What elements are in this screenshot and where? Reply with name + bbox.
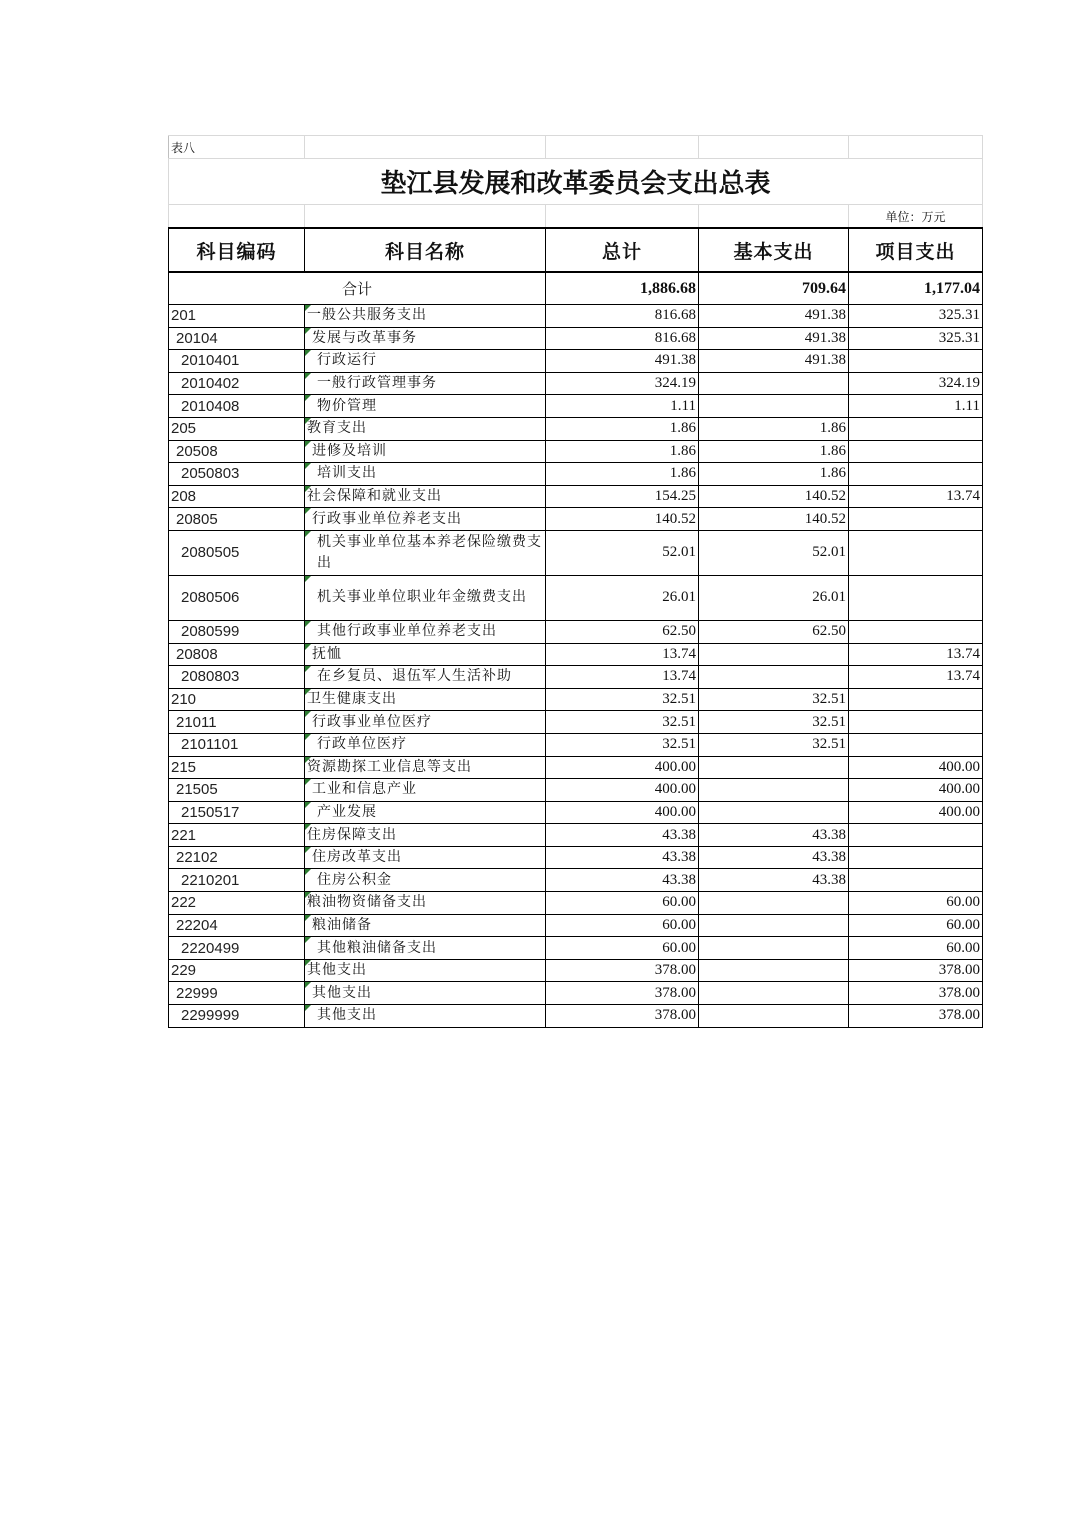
unit-label: 单位：万元 xyxy=(849,205,983,229)
row-code: 2080505 xyxy=(169,530,305,575)
row-basic: 1.86 xyxy=(699,417,849,440)
row-basic: 32.51 xyxy=(699,688,849,711)
row-project: 378.00 xyxy=(849,959,983,982)
row-code: 215 xyxy=(169,756,305,779)
row-total: 816.68 xyxy=(546,305,699,328)
row-basic: 491.38 xyxy=(699,305,849,328)
table-row xyxy=(169,327,983,350)
table-row xyxy=(169,440,983,463)
row-code: 22102 xyxy=(169,846,305,869)
row-total: 52.01 xyxy=(546,530,699,575)
row-project: 13.74 xyxy=(849,643,983,666)
table-row xyxy=(169,417,983,440)
header-project: 项目支出 xyxy=(849,228,983,272)
row-name: 粮油物资储备支出 xyxy=(305,892,546,915)
row-code: 208 xyxy=(169,485,305,508)
row-basic: 43.38 xyxy=(699,846,849,869)
row-project: 378.00 xyxy=(849,982,983,1005)
row-code: 20104 xyxy=(169,327,305,350)
row-total: 154.25 xyxy=(546,485,699,508)
row-basic: 491.38 xyxy=(699,350,849,373)
header-row xyxy=(169,228,983,272)
row-project xyxy=(849,824,983,847)
row-total: 13.74 xyxy=(546,643,699,666)
row-total: 32.51 xyxy=(546,711,699,734)
row-name: 住房改革支出 xyxy=(305,846,546,869)
row-total: 1.86 xyxy=(546,463,699,486)
row-code: 2210201 xyxy=(169,869,305,892)
row-name: 在乡复员、退伍军人生活补助 xyxy=(305,666,546,689)
row-total: 43.38 xyxy=(546,846,699,869)
table-row xyxy=(169,395,983,418)
row-code: 2010408 xyxy=(169,395,305,418)
row-name: 其他支出 xyxy=(305,959,546,982)
table-row xyxy=(169,508,983,531)
row-code: 2101101 xyxy=(169,733,305,756)
row-basic xyxy=(699,982,849,1005)
row-project: 60.00 xyxy=(849,892,983,915)
total-row xyxy=(169,272,983,305)
row-project xyxy=(849,508,983,531)
row-basic xyxy=(699,666,849,689)
row-project xyxy=(849,417,983,440)
row-project xyxy=(849,463,983,486)
row-code: 222 xyxy=(169,892,305,915)
row-project xyxy=(849,440,983,463)
row-project xyxy=(849,688,983,711)
row-project: 60.00 xyxy=(849,914,983,937)
row-total: 1.86 xyxy=(546,417,699,440)
table-row xyxy=(169,937,983,960)
row-basic xyxy=(699,643,849,666)
table-row xyxy=(169,666,983,689)
row-code: 2150517 xyxy=(169,801,305,824)
row-project: 13.74 xyxy=(849,485,983,508)
row-code: 2010402 xyxy=(169,372,305,395)
row-project: 400.00 xyxy=(849,801,983,824)
row-project xyxy=(849,846,983,869)
table-row xyxy=(169,305,983,328)
row-name: 其他行政事业单位养老支出 xyxy=(305,620,546,643)
row-name: 行政事业单位养老支出 xyxy=(305,508,546,531)
row-total: 32.51 xyxy=(546,688,699,711)
row-name: 抚恤 xyxy=(305,643,546,666)
row-basic: 32.51 xyxy=(699,711,849,734)
row-code: 2010401 xyxy=(169,350,305,373)
row-code: 21011 xyxy=(169,711,305,734)
row-basic: 32.51 xyxy=(699,733,849,756)
table-row xyxy=(169,846,983,869)
row-name: 进修及培训 xyxy=(305,440,546,463)
table-row xyxy=(169,350,983,373)
row-total: 324.19 xyxy=(546,372,699,395)
row-code: 2080506 xyxy=(169,575,305,620)
row-code: 205 xyxy=(169,417,305,440)
table-row xyxy=(169,463,983,486)
row-name: 一般公共服务支出 xyxy=(305,305,546,328)
row-project xyxy=(849,350,983,373)
row-basic: 1.86 xyxy=(699,463,849,486)
title-row xyxy=(169,159,983,205)
table-row xyxy=(169,688,983,711)
row-project: 60.00 xyxy=(849,937,983,960)
row-total: 43.38 xyxy=(546,869,699,892)
table-row xyxy=(169,643,983,666)
table-row xyxy=(169,982,983,1005)
row-total: 378.00 xyxy=(546,982,699,1005)
row-name: 住房保障支出 xyxy=(305,824,546,847)
row-total: 62.50 xyxy=(546,620,699,643)
row-code: 201 xyxy=(169,305,305,328)
row-code: 22204 xyxy=(169,914,305,937)
table-row xyxy=(169,485,983,508)
row-name: 物价管理 xyxy=(305,395,546,418)
row-project xyxy=(849,711,983,734)
row-total: 32.51 xyxy=(546,733,699,756)
row-basic: 491.38 xyxy=(699,327,849,350)
row-total: 1.86 xyxy=(546,440,699,463)
total-label: 合计 xyxy=(169,272,546,305)
row-code: 20508 xyxy=(169,440,305,463)
row-name: 教育支出 xyxy=(305,417,546,440)
row-basic xyxy=(699,892,849,915)
row-name: 产业发展 xyxy=(305,801,546,824)
table-number-row xyxy=(169,136,983,159)
row-basic: 43.38 xyxy=(699,824,849,847)
row-basic xyxy=(699,372,849,395)
row-name: 行政单位医疗 xyxy=(305,733,546,756)
row-project: 13.74 xyxy=(849,666,983,689)
row-project xyxy=(849,575,983,620)
row-name: 机关事业单位基本养老保险缴费支出 xyxy=(305,530,546,575)
table-row xyxy=(169,801,983,824)
row-total: 1.11 xyxy=(546,395,699,418)
row-basic: 52.01 xyxy=(699,530,849,575)
table-row xyxy=(169,1005,983,1028)
row-basic: 26.01 xyxy=(699,575,849,620)
row-code: 2299999 xyxy=(169,1005,305,1028)
row-name: 其他支出 xyxy=(305,1005,546,1028)
row-project: 325.31 xyxy=(849,305,983,328)
row-name: 粮油储备 xyxy=(305,914,546,937)
row-name: 一般行政管理事务 xyxy=(305,372,546,395)
row-total: 13.74 xyxy=(546,666,699,689)
row-basic xyxy=(699,779,849,802)
table-row xyxy=(169,824,983,847)
row-project: 400.00 xyxy=(849,779,983,802)
row-name: 社会保障和就业支出 xyxy=(305,485,546,508)
row-total: 26.01 xyxy=(546,575,699,620)
row-basic: 43.38 xyxy=(699,869,849,892)
row-code: 2080599 xyxy=(169,620,305,643)
row-name: 其他粮油储备支出 xyxy=(305,937,546,960)
table-row xyxy=(169,530,983,575)
row-code: 20808 xyxy=(169,643,305,666)
table-row xyxy=(169,711,983,734)
row-total: 378.00 xyxy=(546,1005,699,1028)
row-code: 221 xyxy=(169,824,305,847)
expenditure-sheet xyxy=(168,135,982,1028)
table-row xyxy=(169,575,983,620)
row-code: 22999 xyxy=(169,982,305,1005)
row-basic xyxy=(699,756,849,779)
row-project: 400.00 xyxy=(849,756,983,779)
table-row xyxy=(169,892,983,915)
row-basic: 62.50 xyxy=(699,620,849,643)
row-basic xyxy=(699,1005,849,1028)
page-title: 垫江县发展和改革委员会支出总表 xyxy=(169,159,983,205)
row-name: 卫生健康支出 xyxy=(305,688,546,711)
row-name: 住房公积金 xyxy=(305,869,546,892)
row-basic: 1.86 xyxy=(699,440,849,463)
row-code: 2220499 xyxy=(169,937,305,960)
row-project xyxy=(849,869,983,892)
row-project: 378.00 xyxy=(849,1005,983,1028)
row-basic xyxy=(699,959,849,982)
row-project xyxy=(849,620,983,643)
row-name: 其他支出 xyxy=(305,982,546,1005)
row-basic: 140.52 xyxy=(699,485,849,508)
table-row xyxy=(169,869,983,892)
table-row xyxy=(169,779,983,802)
table-row xyxy=(169,733,983,756)
row-name: 工业和信息产业 xyxy=(305,779,546,802)
row-total: 400.00 xyxy=(546,801,699,824)
row-total: 400.00 xyxy=(546,779,699,802)
expenditure-table xyxy=(168,135,983,1028)
table-row xyxy=(169,372,983,395)
row-code: 2080803 xyxy=(169,666,305,689)
header-total: 总计 xyxy=(546,228,699,272)
unit-row xyxy=(169,205,983,229)
table-row xyxy=(169,620,983,643)
total-project: 1,177.04 xyxy=(849,272,983,305)
row-project: 324.19 xyxy=(849,372,983,395)
row-name: 行政运行 xyxy=(305,350,546,373)
row-name: 机关事业单位职业年金缴费支出 xyxy=(305,575,546,620)
row-total: 491.38 xyxy=(546,350,699,373)
row-basic: 140.52 xyxy=(699,508,849,531)
row-name: 培训支出 xyxy=(305,463,546,486)
row-total: 816.68 xyxy=(546,327,699,350)
row-total: 378.00 xyxy=(546,959,699,982)
row-project xyxy=(849,733,983,756)
table-number: 表八 xyxy=(169,136,305,159)
total-total: 1,886.68 xyxy=(546,272,699,305)
row-name: 发展与改革事务 xyxy=(305,327,546,350)
row-code: 229 xyxy=(169,959,305,982)
row-total: 140.52 xyxy=(546,508,699,531)
row-total: 400.00 xyxy=(546,756,699,779)
row-project: 325.31 xyxy=(849,327,983,350)
row-total: 60.00 xyxy=(546,937,699,960)
row-code: 210 xyxy=(169,688,305,711)
header-name: 科目名称 xyxy=(305,228,546,272)
table-row xyxy=(169,914,983,937)
row-total: 60.00 xyxy=(546,892,699,915)
row-basic xyxy=(699,395,849,418)
row-name: 资源勘探工业信息等支出 xyxy=(305,756,546,779)
header-code: 科目编码 xyxy=(169,228,305,272)
table-row xyxy=(169,756,983,779)
row-code: 21505 xyxy=(169,779,305,802)
row-project xyxy=(849,530,983,575)
total-basic: 709.64 xyxy=(699,272,849,305)
row-basic xyxy=(699,914,849,937)
row-total: 43.38 xyxy=(546,824,699,847)
row-total: 60.00 xyxy=(546,914,699,937)
row-basic xyxy=(699,937,849,960)
row-project: 1.11 xyxy=(849,395,983,418)
row-basic xyxy=(699,801,849,824)
row-name: 行政事业单位医疗 xyxy=(305,711,546,734)
table-row xyxy=(169,959,983,982)
row-code: 2050803 xyxy=(169,463,305,486)
row-code: 20805 xyxy=(169,508,305,531)
header-basic: 基本支出 xyxy=(699,228,849,272)
